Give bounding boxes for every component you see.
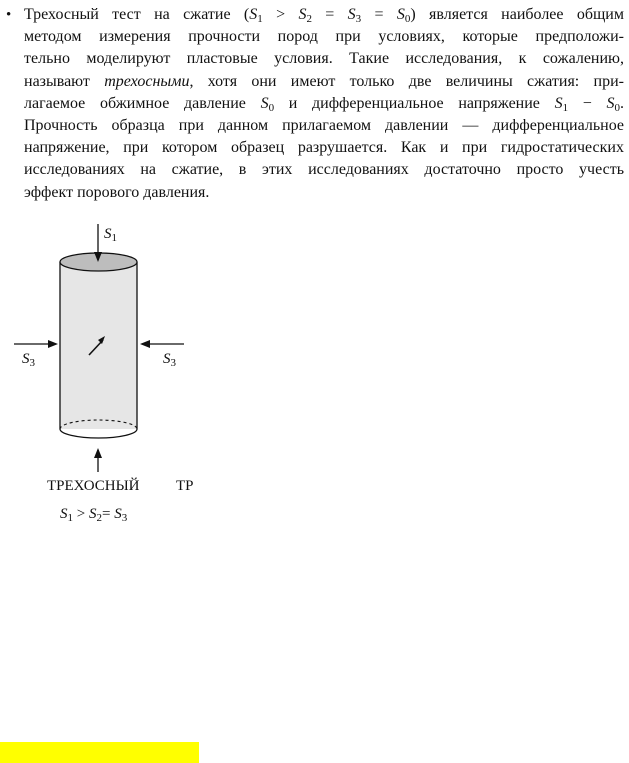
right-arrow-head <box>140 340 150 348</box>
stress-relation: $S_1 > S_2= S_3$ <box>60 506 128 524</box>
figure-caption-clipped: ТР <box>176 478 194 494</box>
figure-caption: ТРЕХОСНЫЙ <box>47 478 140 494</box>
cylinder-bottom-front <box>60 429 137 438</box>
text-line-4: называют трехосными, хотя они имеют только две величины сжатия: при- <box>24 72 624 90</box>
text-line-8: исследованиях на сжатие, в этих исследованиях достаточно просто учесть <box>24 161 624 179</box>
italic-term: трехосными <box>104 72 190 90</box>
top-stress-label: $S_1$ <box>104 226 117 244</box>
text-line-5: лагаемое обжимное давление $S_0$ и дифференциальное напряжение $S_1 - S_0$. <box>24 94 624 114</box>
text-line-3: тельно моделируют пластовые условия. Такие исследования, к сожалению, <box>24 50 624 68</box>
bullet-marker: • <box>6 7 12 23</box>
left-stress-label: $S_3$ <box>22 351 35 369</box>
triaxial-figure <box>0 220 200 540</box>
text-line-6: Прочность образца при данном прилагаемом давлении — дифференциальное <box>24 117 624 135</box>
text-line-9: эффект порового давления. <box>24 183 210 201</box>
bottom-arrow-head <box>94 448 102 458</box>
text-line-1: Трехосный тест на сжатие $(S_1 > S_2 = S_3 = S_0)$ является наиболее общим <box>24 6 624 25</box>
right-stress-label: $S_3$ <box>163 351 176 369</box>
main-paragraph <box>6 4 624 204</box>
left-arrow-head <box>48 340 58 348</box>
text-line-7: напряжение, при котором образец разрушается. Как и при гидростатических <box>24 139 624 157</box>
text-line-2: методом измерения прочности пород при условиях, которые предположи- <box>24 28 624 46</box>
yellow-highlight-bar <box>0 742 199 763</box>
